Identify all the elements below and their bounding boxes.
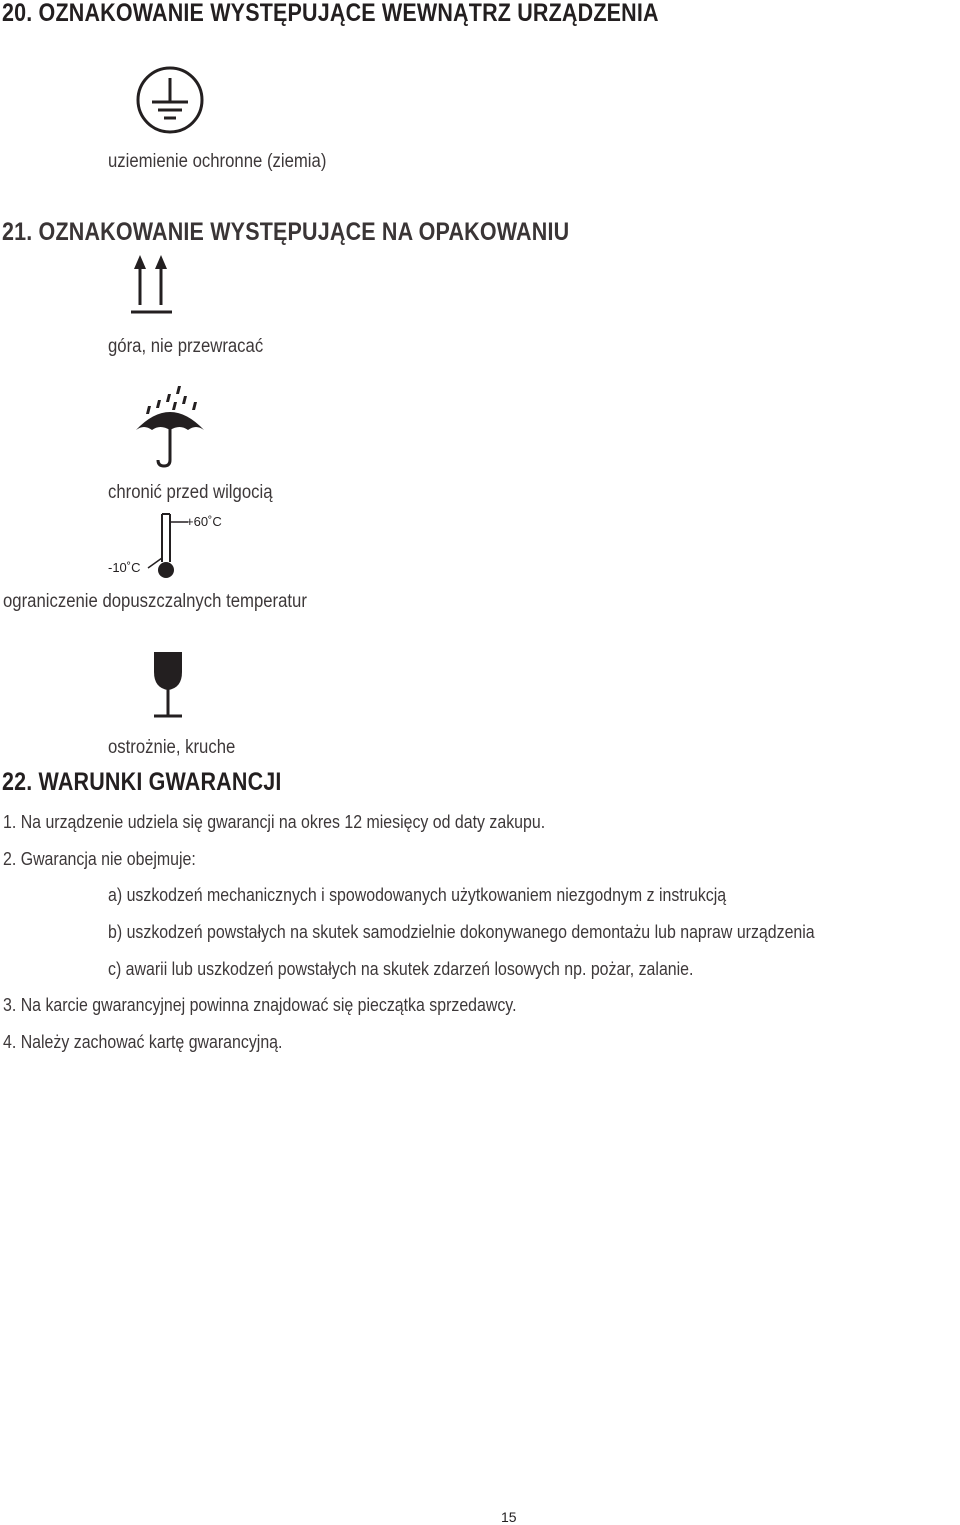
warranty-item-1: 1. Na urządzenie udziela się gwarancji na okres 12 miesięcy od daty zakupu. [3, 811, 546, 832]
thermometer-icon [140, 510, 190, 582]
protective-earth-caption: uziemienie ochronne (ziemia) [108, 151, 327, 172]
temp-min-label: -10˚C [108, 560, 141, 575]
temp-max-label: +60˚C [186, 514, 222, 529]
this-way-up-caption: góra, nie przewracać [108, 336, 264, 357]
page-number: 15 [501, 1509, 517, 1525]
section-20-title: 20. OZNAKOWANIE WYSTĘPUJĄCE WEWNĄTRZ URZĄDZENIA [2, 0, 659, 27]
warranty-item-4: 4. Należy zachować kartę gwarancyjną. [3, 1031, 283, 1052]
this-way-up-arrows-icon [130, 253, 174, 315]
section-22-title: 22. WARUNKI GWARANCJI [2, 768, 282, 796]
warranty-subitem-c: c) awarii lub uszkodzeń powstałych na skutek zdarzeń losowych np. pożar, zalanie. [108, 958, 694, 979]
warranty-item-3: 3. Na karcie gwarancyjnej powinna znajdować się pieczątka sprzedawcy. [3, 994, 517, 1015]
protective-earth-icon [136, 66, 206, 136]
section-21-title: 21. OZNAKOWANIE WYSTĘPUJĄCE NA OPAKOWANIU [2, 218, 570, 246]
thermometer-caption: ograniczenie dopuszczalnych temperatur [3, 591, 307, 612]
umbrella-rain-icon [134, 384, 206, 468]
warranty-subitem-b: b) uszkodzeń powstałych na skutek samodzielnie dokonywanego demontażu lub napraw urządzenia [108, 921, 815, 942]
fragile-caption: ostrożnie, kruche [108, 737, 236, 758]
umbrella-caption: chronić przed wilgocią [108, 482, 273, 503]
fragile-glass-icon [152, 650, 186, 720]
warranty-subitem-a: a) uszkodzeń mechanicznych i spowodowanych użytkowaniem niezgodnym z instrukcją [108, 884, 727, 905]
warranty-item-2: 2. Gwarancja nie obejmuje: [3, 848, 196, 869]
